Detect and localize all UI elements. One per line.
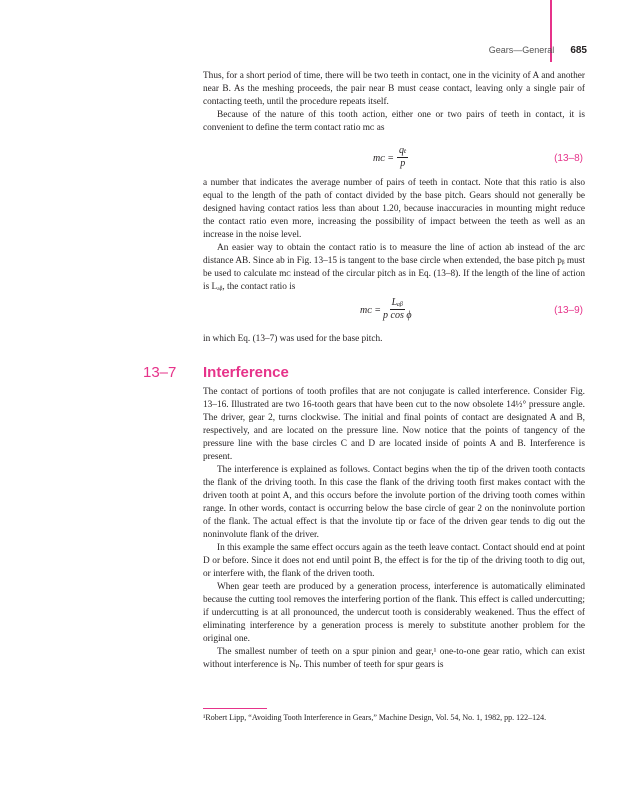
footnote-rule bbox=[203, 708, 267, 709]
text-block-2 bbox=[203, 177, 585, 294]
paragraph: An easier way to obtain the contact ratio is to measure the line of action ab instead of the arc distance AB. Since ab in Fig. 13–15 is tangent to the base circle when extended, the base pitch pᵦ must be used to calculate mᴄ instead of the circular pitch as in Eq. (13–8). If the length of the line of action is Lₐᵦ, the contact ratio is bbox=[203, 243, 585, 292]
text-block-3 bbox=[203, 333, 585, 346]
denominator: p cos ϕ bbox=[383, 310, 412, 321]
equation-lhs: mᴄ = bbox=[360, 305, 381, 316]
page-number: 685 bbox=[570, 45, 587, 56]
paragraph: Thus, for a short period of time, there will be two teeth in contact, one in the vicinity of A and another near B. As the meshing proceeds, the pair near B must cease contact, leaving only a single pair of contacting teeth, until the procedure repeats itself. bbox=[203, 71, 585, 107]
paragraph: In this example the same effect occurs again as the teeth leave contact. Contact should end at point D or before. Since it does not end until point B, the effect is for the tip of the driving tooth to dig out, or interfere with, the flank of the driven tooth. bbox=[203, 543, 585, 579]
text-block-1 bbox=[203, 70, 585, 135]
numerator: Lₐᵦ bbox=[391, 297, 403, 308]
equation-number: (13–8) bbox=[554, 153, 583, 164]
paragraph: The smallest number of teeth on a spur pinion and gear,¹ one-to-one gear ratio, which can exist without interference is Nₚ. This number of teeth for spur gears is bbox=[203, 647, 585, 670]
equation-13-9 bbox=[203, 297, 585, 325]
text-block-4 bbox=[203, 386, 585, 672]
equation-lhs: mᴄ = bbox=[373, 153, 394, 164]
running-header bbox=[489, 45, 587, 56]
section-title: Interference bbox=[203, 364, 289, 381]
equation-number: (13–9) bbox=[554, 305, 583, 316]
equation-13-8 bbox=[203, 145, 585, 173]
paragraph: Because of the nature of this tooth action, either one or two pairs of teeth in contact, it is convenient to define the term contact ratio mᴄ as bbox=[203, 110, 585, 133]
equation-fraction bbox=[397, 145, 408, 170]
section-number: 13–7 bbox=[143, 364, 177, 381]
paragraph: The interference is explained as follows. Contact begins when the tip of the driven tooth contacts the flank of the driving tooth. In this case the flank of the driving tooth first makes contact with the driven tooth at point A, and this occurs before the involute portion of the driving tooth comes within range. In other words, contact is occurring below the base circle of gear 2 on the noninvolute portion of the flank. The actual effect is that the involute tip or face of the driven gear tends to dig out the noninvolute flank of the driver. bbox=[203, 465, 585, 540]
footnote: ¹Robert Lipp, “Avoiding Tooth Interference in Gears,” Machine Design, Vol. 54, No. 1, 1982, pp. 122–124. bbox=[203, 713, 547, 722]
numerator: qₜ bbox=[399, 145, 407, 156]
denominator: p bbox=[400, 158, 406, 169]
running-title: Gears—General bbox=[488, 45, 555, 55]
paragraph: a number that indicates the average number of pairs of teeth in contact. Note that this ratio is also equal to the length of the path of contact divided by the base pitch. Gears should not generally be designed having contact ratios less than about 1.20, because inaccuracies in mounting might reduce the contact ratio even more, increasing the possibility of impact between the teeth as well as an increase in the noise level. bbox=[203, 178, 585, 240]
paragraph: The contact of portions of tooth profiles that are not conjugate is called interference. Consider Fig. 13–16. Illustrated are two 16-tooth gears that have been cut to the now obsolete 14½° pressure angle. The driver, gear 2, turns clockwise. The initial and final points of contact are designated A and B, respectively, and are located on the pressure line. Now notice that the points of tangency of the pressure line with the base circles C and D are located inside of points A and B. Interference is present. bbox=[203, 387, 585, 462]
equation-fraction bbox=[383, 297, 412, 322]
paragraph: in which Eq. (13–7) was used for the base pitch. bbox=[203, 334, 383, 344]
paragraph: When gear teeth are produced by a generation process, interference is automatically eliminated because the cutting tool removes the interfering portion of the flank. This effect is called undercutting; if undercutting is at all pronounced, the undercut tooth is considerably weakened. Thus the effect of eliminating interference by a generation process is merely to substitute another problem for the original one. bbox=[203, 582, 585, 644]
